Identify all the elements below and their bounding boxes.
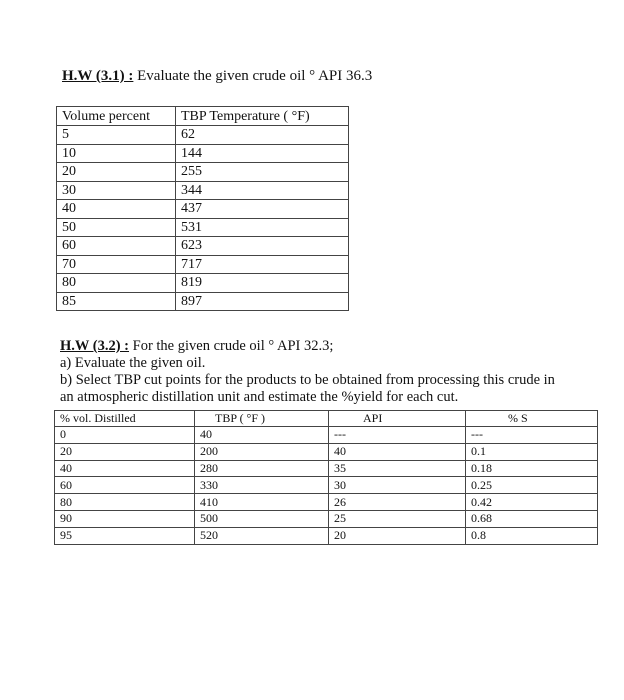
api-cell: 20 <box>329 527 466 544</box>
header-vol-distilled: % vol. Distilled <box>55 411 195 427</box>
table-row <box>57 274 349 293</box>
volume-cell: 70 <box>57 255 176 274</box>
volume-cell: 80 <box>57 274 176 293</box>
tbp-cell: 437 <box>176 200 349 219</box>
tbp-cell: 819 <box>176 274 349 293</box>
vol-cell: 95 <box>55 527 195 544</box>
sulfur-cell: 0.8 <box>466 527 598 544</box>
hw2-label: H.W (3.2) : <box>60 338 130 354</box>
table-row <box>57 218 349 237</box>
hw1-heading <box>62 68 372 85</box>
sulfur-cell: 0.25 <box>466 477 598 494</box>
table-row <box>57 292 349 311</box>
header-tbp-temperature: TBP Temperature ( °F) <box>176 107 349 126</box>
vol-cell: 20 <box>55 443 195 460</box>
table-row <box>57 163 349 182</box>
hw1-table <box>56 106 349 311</box>
table-row <box>57 144 349 163</box>
api-cell: 26 <box>329 494 466 511</box>
hw2-line-b: b) Select TBP cut points for the products to be obtained from processing this crude in <box>60 372 555 388</box>
volume-cell: 50 <box>57 218 176 237</box>
table-row <box>55 494 598 511</box>
tbp-cell: 500 <box>195 510 329 527</box>
api-cell: 35 <box>329 460 466 477</box>
header-api: API <box>329 411 466 427</box>
vol-cell: 60 <box>55 477 195 494</box>
table-row <box>57 126 349 145</box>
volume-cell: 85 <box>57 292 176 311</box>
header-tbp: TBP ( °F ) <box>195 411 329 427</box>
tbp-cell: 623 <box>176 237 349 256</box>
table-row <box>55 477 598 494</box>
hw2-heading <box>60 338 555 355</box>
table-header-row <box>57 107 349 126</box>
hw2-line-c: an atmospheric distillation unit and estimate the %yield for each cut. <box>60 389 459 405</box>
volume-cell: 40 <box>57 200 176 219</box>
volume-cell: 30 <box>57 181 176 200</box>
api-cell: 25 <box>329 510 466 527</box>
hw2-table <box>54 410 598 545</box>
api-cell: 30 <box>329 477 466 494</box>
tbp-cell: 40 <box>195 427 329 444</box>
hw2-line-a: a) Evaluate the given oil. <box>60 355 206 371</box>
table-row <box>55 427 598 444</box>
tbp-cell: 344 <box>176 181 349 200</box>
tbp-cell: 520 <box>195 527 329 544</box>
sulfur-cell: 0.18 <box>466 460 598 477</box>
volume-cell: 60 <box>57 237 176 256</box>
table-row <box>57 237 349 256</box>
tbp-cell: 330 <box>195 477 329 494</box>
tbp-cell: 144 <box>176 144 349 163</box>
vol-cell: 90 <box>55 510 195 527</box>
api-cell: 40 <box>329 443 466 460</box>
vol-cell: 0 <box>55 427 195 444</box>
vol-cell: 80 <box>55 494 195 511</box>
table-row <box>57 255 349 274</box>
tbp-cell: 62 <box>176 126 349 145</box>
table-row <box>57 200 349 219</box>
sulfur-cell: 0.42 <box>466 494 598 511</box>
table-row <box>57 181 349 200</box>
hw1-text: Evaluate the given crude oil ° API 36.3 <box>133 68 373 84</box>
tbp-cell: 255 <box>176 163 349 182</box>
volume-cell: 20 <box>57 163 176 182</box>
table-row <box>55 460 598 477</box>
hw2-text-block <box>60 338 555 406</box>
table-row <box>55 443 598 460</box>
tbp-cell: 897 <box>176 292 349 311</box>
tbp-cell: 410 <box>195 494 329 511</box>
header-sulfur: % S <box>466 411 598 427</box>
sulfur-cell: 0.1 <box>466 443 598 460</box>
tbp-cell: 717 <box>176 255 349 274</box>
table-header-row <box>55 411 598 427</box>
api-cell: --- <box>329 427 466 444</box>
hw2-text: For the given crude oil ° API 32.3; <box>129 338 334 354</box>
tbp-cell: 280 <box>195 460 329 477</box>
hw1-label: H.W (3.1) : <box>62 68 134 84</box>
sulfur-cell: --- <box>466 427 598 444</box>
table-row <box>55 527 598 544</box>
tbp-cell: 200 <box>195 443 329 460</box>
vol-cell: 40 <box>55 460 195 477</box>
volume-cell: 10 <box>57 144 176 163</box>
tbp-cell: 531 <box>176 218 349 237</box>
table-row <box>55 510 598 527</box>
volume-cell: 5 <box>57 126 176 145</box>
sulfur-cell: 0.68 <box>466 510 598 527</box>
header-volume-percent: Volume percent <box>57 107 176 126</box>
